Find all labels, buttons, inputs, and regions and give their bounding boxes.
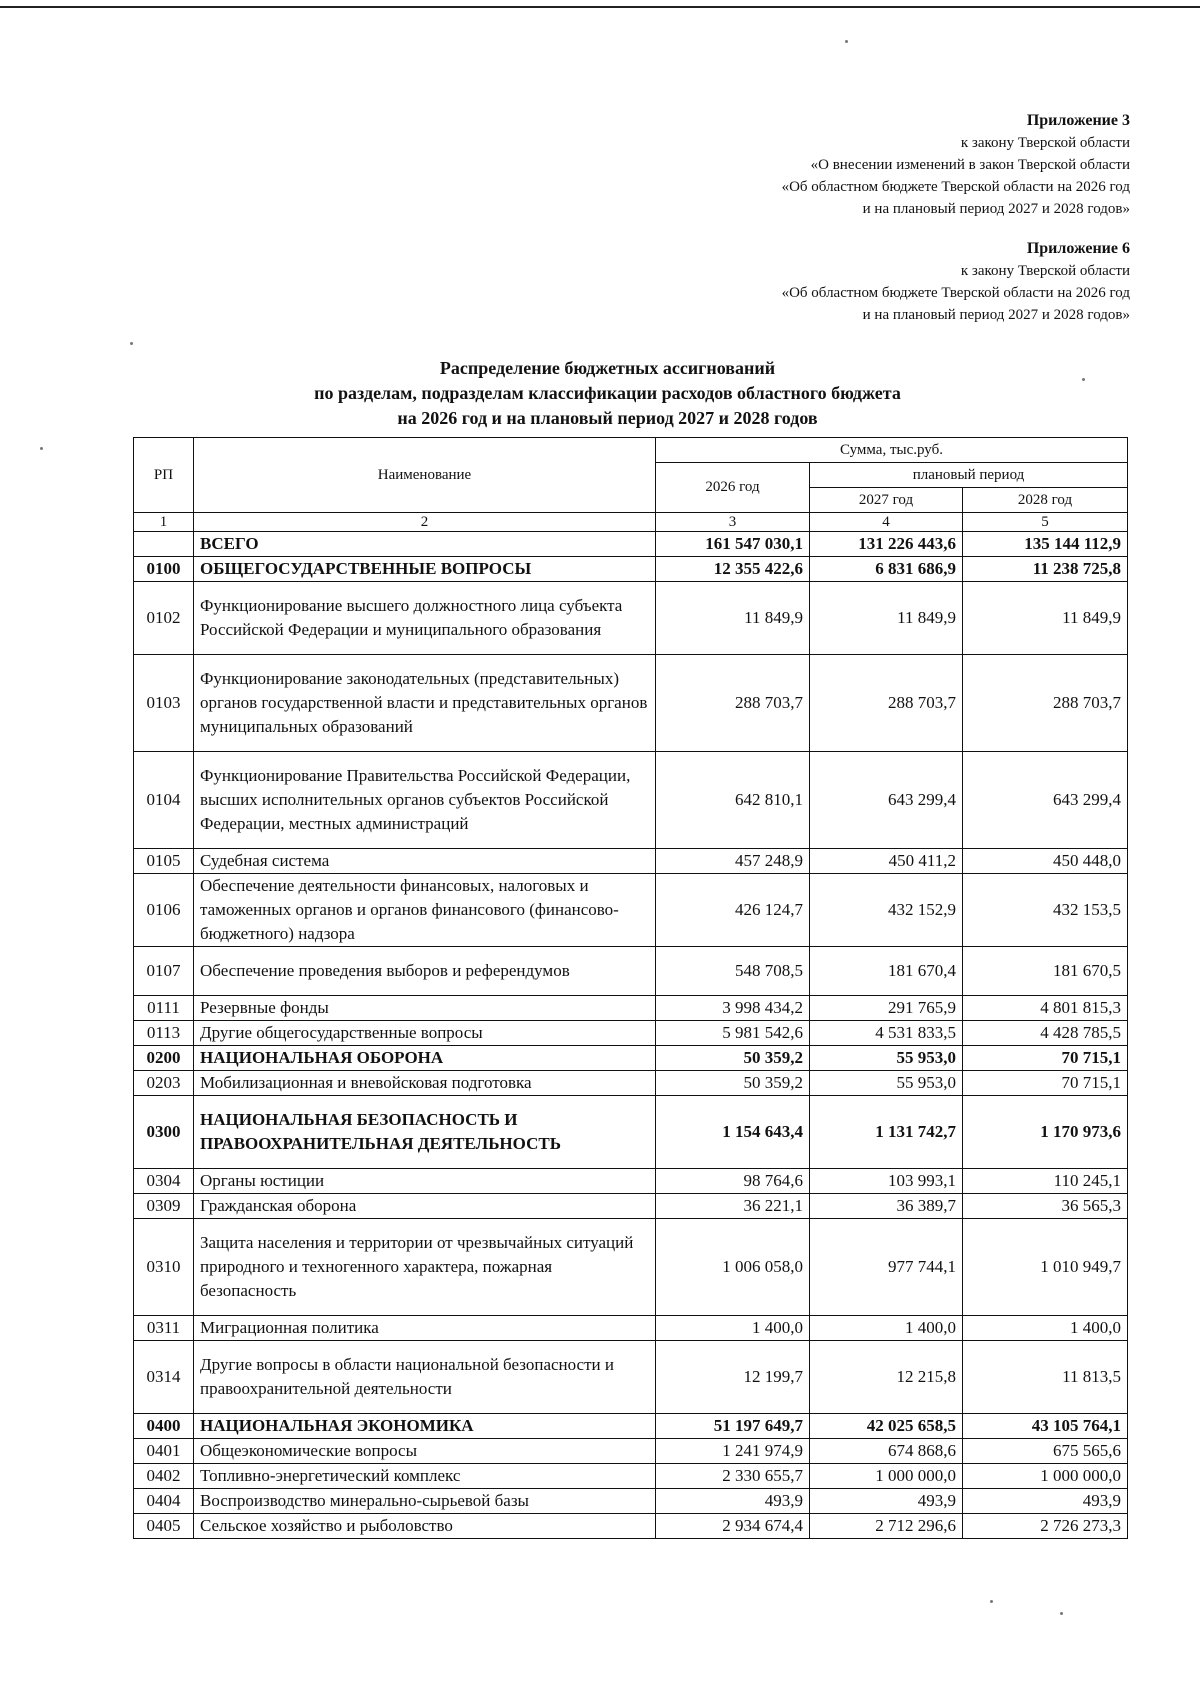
- value-2028-cell: 43 105 764,1: [963, 1414, 1128, 1439]
- section-code-cell: 0102: [134, 582, 194, 655]
- document-title-line: по разделам, подразделам классификации расходов областного бюджета: [314, 383, 901, 403]
- appendix-3-line: и на плановый период 2027 и 2028 годов»: [862, 201, 1130, 217]
- value-2026-cell: 51 197 649,7: [656, 1414, 810, 1439]
- column-index: 2: [194, 513, 656, 532]
- column-index: 1: [134, 513, 194, 532]
- table-row: [134, 1439, 1128, 1464]
- section-name-cell: Обеспечение проведения выборов и референдумов: [194, 947, 656, 996]
- value-2026-cell: 5 981 542,6: [656, 1021, 810, 1046]
- value-2026-cell: 98 764,6: [656, 1169, 810, 1194]
- value-2027-cell: 36 389,7: [810, 1194, 963, 1219]
- table-row: [134, 557, 1128, 582]
- column-index: 3: [656, 513, 810, 532]
- column-header-name: Наименование: [194, 438, 656, 513]
- section-code-cell: 0103: [134, 655, 194, 752]
- value-2027-cell: 11 849,9: [810, 582, 963, 655]
- scan-speck: [990, 1600, 993, 1603]
- value-2028-cell: 11 849,9: [963, 582, 1128, 655]
- column-index-row: [134, 513, 1128, 532]
- column-header-rp: РП: [134, 438, 194, 513]
- value-2026-cell: 493,9: [656, 1489, 810, 1514]
- column-index: 4: [810, 513, 963, 532]
- value-2026-cell: 1 400,0: [656, 1316, 810, 1341]
- appendix-3-line: к закону Тверской области: [960, 135, 1130, 151]
- value-2027-cell: 674 868,6: [810, 1439, 963, 1464]
- value-2028-cell: 1 400,0: [963, 1316, 1128, 1341]
- section-name-cell: Защита населения и территории от чрезвычайных ситуаций природного и техногенного характера, пожарная безопасность: [194, 1219, 656, 1316]
- value-2028-cell: 181 670,5: [963, 947, 1128, 996]
- table-row: [134, 1021, 1128, 1046]
- section-code-cell: 0311: [134, 1316, 194, 1341]
- value-2028-cell: 110 245,1: [963, 1169, 1128, 1194]
- value-2026-cell: 426 124,7: [656, 874, 810, 947]
- section-code-cell: 0309: [134, 1194, 194, 1219]
- value-2028-cell: 70 715,1: [963, 1046, 1128, 1071]
- value-2028-cell: 432 153,5: [963, 874, 1128, 947]
- value-2027-cell: 131 226 443,6: [810, 532, 963, 557]
- table-row: [134, 1414, 1128, 1439]
- value-2028-cell: 11 813,5: [963, 1341, 1128, 1414]
- section-code-cell: 0203: [134, 1071, 194, 1096]
- value-2028-cell: 1 170 973,6: [963, 1096, 1128, 1169]
- section-name-cell: Функционирование высшего должностного лица субъекта Российской Федерации и муниципального образования: [194, 582, 656, 655]
- appendix-6-header: [782, 238, 1130, 326]
- section-code-cell: 0113: [134, 1021, 194, 1046]
- value-2027-cell: 42 025 658,5: [810, 1414, 963, 1439]
- value-2026-cell: 457 248,9: [656, 849, 810, 874]
- section-name-cell: НАЦИОНАЛЬНАЯ ЭКОНОМИКА: [194, 1414, 656, 1439]
- table-row: [134, 1514, 1128, 1539]
- section-name-cell: ОБЩЕГОСУДАРСТВЕННЫЕ ВОПРОСЫ: [194, 557, 656, 582]
- table-row: [134, 582, 1128, 655]
- section-name-cell: Резервные фонды: [194, 996, 656, 1021]
- budget-table: [133, 437, 1128, 1539]
- column-index: 5: [963, 513, 1128, 532]
- table-row: [134, 1464, 1128, 1489]
- document-title-line: Распределение бюджетных ассигнований: [439, 358, 776, 378]
- section-name-cell: Гражданская оборона: [194, 1194, 656, 1219]
- value-2027-cell: 1 000 000,0: [810, 1464, 963, 1489]
- value-2026-cell: 1 241 974,9: [656, 1439, 810, 1464]
- document-title: [130, 356, 1085, 431]
- section-name-cell: НАЦИОНАЛЬНАЯ БЕЗОПАСНОСТЬ И ПРАВООХРАНИТЕЛЬНАЯ ДЕЯТЕЛЬНОСТЬ: [194, 1096, 656, 1169]
- value-2028-cell: 675 565,6: [963, 1439, 1128, 1464]
- table-row: [134, 1071, 1128, 1096]
- table-row: [134, 1341, 1128, 1414]
- value-2026-cell: 50 359,2: [656, 1046, 810, 1071]
- section-code-cell: 0107: [134, 947, 194, 996]
- table-row: [134, 849, 1128, 874]
- appendix-6-line: к закону Тверской области: [960, 263, 1130, 279]
- value-2026-cell: 2 934 674,4: [656, 1514, 810, 1539]
- column-header-plan-period: плановый период: [810, 463, 1128, 488]
- appendix-6-title: Приложение 6: [1026, 240, 1130, 257]
- value-2028-cell: 36 565,3: [963, 1194, 1128, 1219]
- appendix-6-line: «Об областном бюджете Тверской области на 2026 год: [781, 285, 1130, 301]
- value-2027-cell: 12 215,8: [810, 1341, 963, 1414]
- value-2027-cell: 977 744,1: [810, 1219, 963, 1316]
- table-row: [134, 752, 1128, 849]
- value-2028-cell: 450 448,0: [963, 849, 1128, 874]
- value-2028-cell: 2 726 273,3: [963, 1514, 1128, 1539]
- section-name-cell: Сельское хозяйство и рыболовство: [194, 1514, 656, 1539]
- section-name-cell: Общеэкономические вопросы: [194, 1439, 656, 1464]
- section-name-cell: Судебная система: [194, 849, 656, 874]
- value-2027-cell: 450 411,2: [810, 849, 963, 874]
- column-header-2028: 2028 год: [963, 488, 1128, 513]
- value-2027-cell: 103 993,1: [810, 1169, 963, 1194]
- value-2027-cell: 55 953,0: [810, 1071, 963, 1096]
- table-row: [134, 1096, 1128, 1169]
- table-row: [134, 532, 1128, 557]
- page-top-border: [0, 6, 1200, 8]
- section-name-cell: Топливно-энергетический комплекс: [194, 1464, 656, 1489]
- section-name-cell: Воспроизводство минерально-сырьевой базы: [194, 1489, 656, 1514]
- value-2026-cell: 50 359,2: [656, 1071, 810, 1096]
- section-code-cell: 0100: [134, 557, 194, 582]
- section-name-cell: ВСЕГО: [194, 532, 656, 557]
- scan-speck: [40, 447, 43, 450]
- section-code-cell: 0310: [134, 1219, 194, 1316]
- value-2028-cell: 493,9: [963, 1489, 1128, 1514]
- value-2026-cell: 161 547 030,1: [656, 532, 810, 557]
- scan-speck: [1060, 1612, 1063, 1615]
- column-header-2027: 2027 год: [810, 488, 963, 513]
- appendix-3-header: [782, 110, 1130, 220]
- value-2026-cell: 642 810,1: [656, 752, 810, 849]
- section-name-cell: Другие общегосударственные вопросы: [194, 1021, 656, 1046]
- value-2026-cell: 1 154 643,4: [656, 1096, 810, 1169]
- column-header-sum: Сумма, тыс.руб.: [656, 438, 1128, 463]
- value-2027-cell: 643 299,4: [810, 752, 963, 849]
- section-code-cell: 0314: [134, 1341, 194, 1414]
- value-2028-cell: 4 428 785,5: [963, 1021, 1128, 1046]
- section-code-cell: 0402: [134, 1464, 194, 1489]
- value-2026-cell: 288 703,7: [656, 655, 810, 752]
- value-2027-cell: 4 531 833,5: [810, 1021, 963, 1046]
- section-name-cell: Мобилизационная и вневойсковая подготовка: [194, 1071, 656, 1096]
- value-2026-cell: 11 849,9: [656, 582, 810, 655]
- table-row: [134, 947, 1128, 996]
- section-code-cell: 0304: [134, 1169, 194, 1194]
- scan-speck: [845, 40, 848, 43]
- value-2027-cell: 291 765,9: [810, 996, 963, 1021]
- section-name-cell: Функционирование законодательных (представительных) органов государственной власти и представительных органов муниципальных образований: [194, 655, 656, 752]
- section-code-cell: 0405: [134, 1514, 194, 1539]
- section-code-cell: 0300: [134, 1096, 194, 1169]
- section-name-cell: Другие вопросы в области национальной безопасности и правоохранительной деятельности: [194, 1341, 656, 1414]
- value-2028-cell: 643 299,4: [963, 752, 1128, 849]
- value-2026-cell: 12 355 422,6: [656, 557, 810, 582]
- table-row: [134, 1489, 1128, 1514]
- section-name-cell: Миграционная политика: [194, 1316, 656, 1341]
- value-2028-cell: 11 238 725,8: [963, 557, 1128, 582]
- value-2027-cell: 1 131 742,7: [810, 1096, 963, 1169]
- section-name-cell: Функционирование Правительства Российской Федерации, высших исполнительных органов субъектов Российской Федерации, местных администраций: [194, 752, 656, 849]
- value-2026-cell: 1 006 058,0: [656, 1219, 810, 1316]
- value-2026-cell: 36 221,1: [656, 1194, 810, 1219]
- section-name-cell: Органы юстиции: [194, 1169, 656, 1194]
- value-2027-cell: 288 703,7: [810, 655, 963, 752]
- budget-table-body: [134, 532, 1128, 1539]
- section-code-cell: 0104: [134, 752, 194, 849]
- value-2026-cell: 3 998 434,2: [656, 996, 810, 1021]
- appendix-3-line: «О внесении изменений в закон Тверской области: [810, 157, 1130, 173]
- value-2028-cell: 1 000 000,0: [963, 1464, 1128, 1489]
- section-code-cell: 0111: [134, 996, 194, 1021]
- section-code-cell: 0106: [134, 874, 194, 947]
- table-row: [134, 996, 1128, 1021]
- value-2027-cell: 6 831 686,9: [810, 557, 963, 582]
- table-row: [134, 1169, 1128, 1194]
- value-2027-cell: 2 712 296,6: [810, 1514, 963, 1539]
- scan-speck: [1082, 378, 1085, 381]
- appendix-3-line: «Об областном бюджете Тверской области на 2026 год: [781, 179, 1130, 195]
- value-2028-cell: 70 715,1: [963, 1071, 1128, 1096]
- section-code-cell: 0404: [134, 1489, 194, 1514]
- value-2028-cell: 288 703,7: [963, 655, 1128, 752]
- value-2026-cell: 2 330 655,7: [656, 1464, 810, 1489]
- table-row: [134, 1046, 1128, 1071]
- value-2028-cell: 135 144 112,9: [963, 532, 1128, 557]
- section-name-cell: Обеспечение деятельности финансовых, налоговых и таможенных органов и органов финансового (финансово-бюджетного) надзора: [194, 874, 656, 947]
- value-2026-cell: 548 708,5: [656, 947, 810, 996]
- value-2028-cell: 4 801 815,3: [963, 996, 1128, 1021]
- table-row: [134, 1219, 1128, 1316]
- value-2028-cell: 1 010 949,7: [963, 1219, 1128, 1316]
- value-2026-cell: 12 199,7: [656, 1341, 810, 1414]
- section-name-cell: НАЦИОНАЛЬНАЯ ОБОРОНА: [194, 1046, 656, 1071]
- section-code-cell: 0105: [134, 849, 194, 874]
- column-header-2026: 2026 год: [656, 463, 810, 513]
- scan-speck: [130, 342, 133, 345]
- table-row: [134, 1194, 1128, 1219]
- table-row: [134, 1316, 1128, 1341]
- value-2027-cell: 493,9: [810, 1489, 963, 1514]
- section-code-cell: 0400: [134, 1414, 194, 1439]
- value-2027-cell: 55 953,0: [810, 1046, 963, 1071]
- table-row: [134, 874, 1128, 947]
- section-code-cell: 0200: [134, 1046, 194, 1071]
- section-code-cell: 0401: [134, 1439, 194, 1464]
- value-2027-cell: 432 152,9: [810, 874, 963, 947]
- value-2027-cell: 1 400,0: [810, 1316, 963, 1341]
- document-title-line: на 2026 год и на плановый период 2027 и 2028 годов: [397, 408, 818, 428]
- table-row: [134, 655, 1128, 752]
- value-2027-cell: 181 670,4: [810, 947, 963, 996]
- section-code-cell: [134, 532, 194, 557]
- appendix-3-title: Приложение 3: [1026, 112, 1130, 129]
- appendix-6-line: и на плановый период 2027 и 2028 годов»: [862, 307, 1130, 323]
